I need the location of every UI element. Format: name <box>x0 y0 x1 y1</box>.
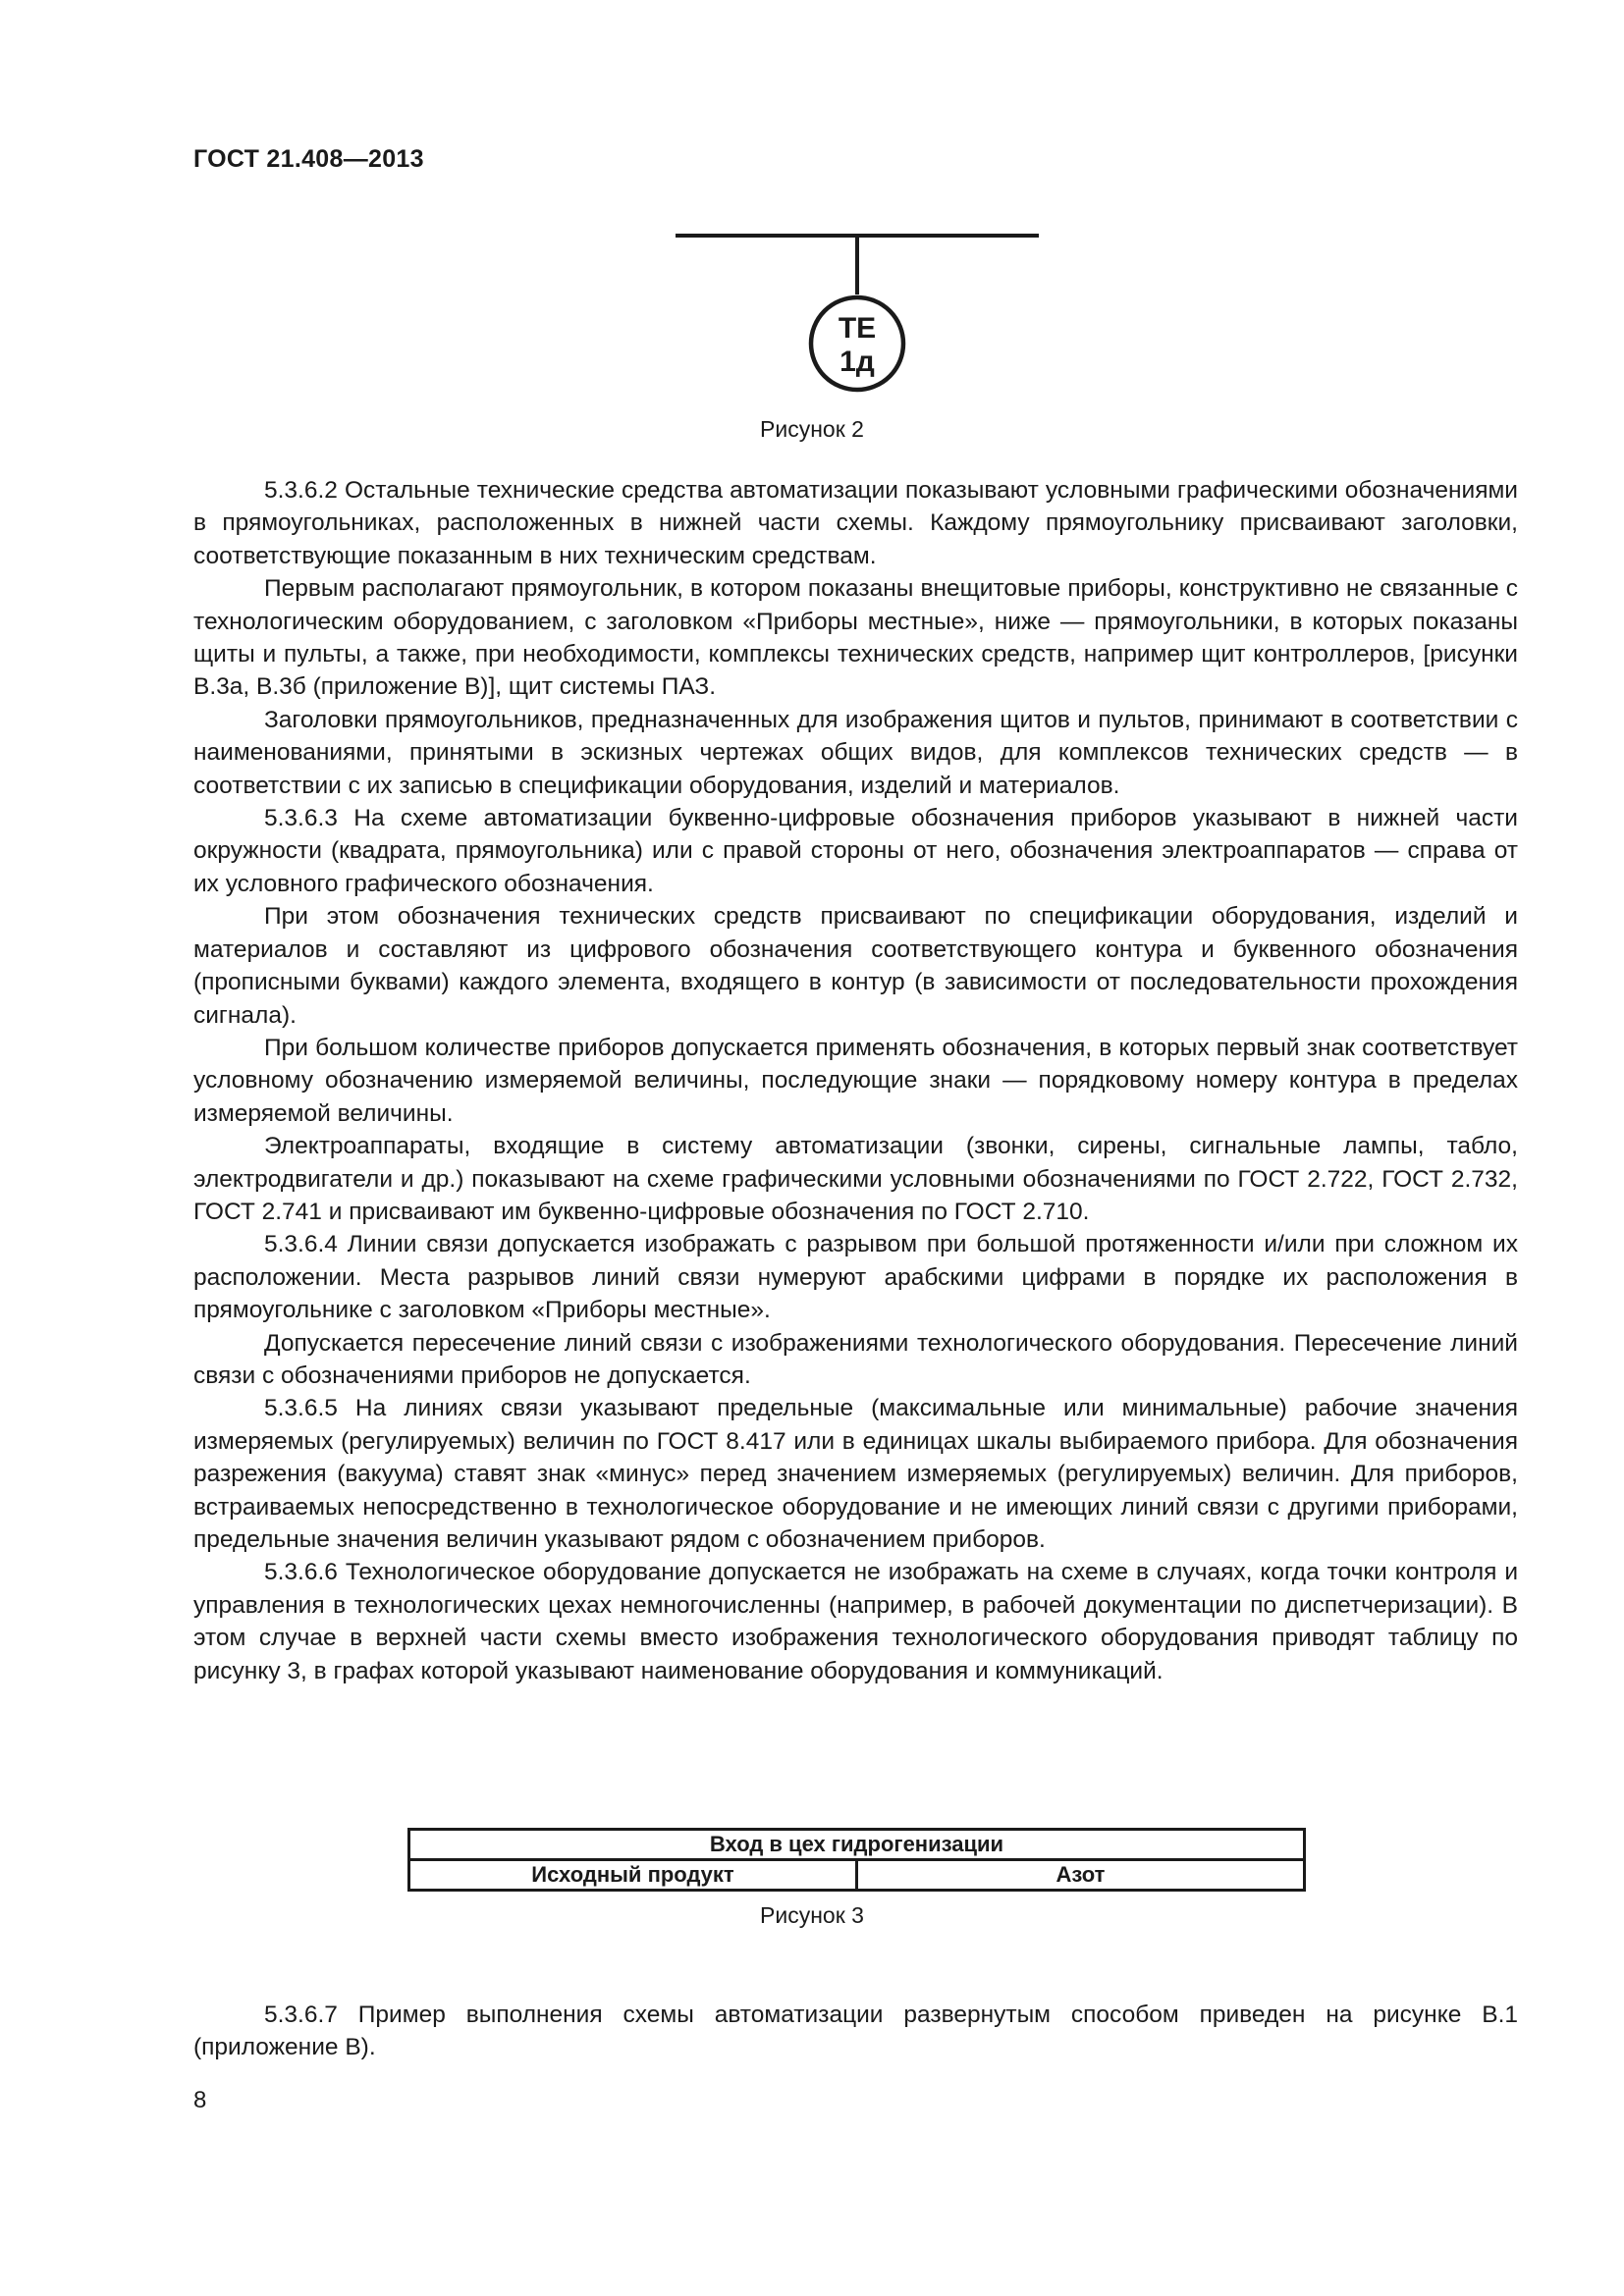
paragraph: Заголовки прямоугольников, предназначенных для изображения щитов и пультов, принимают в соответствии с наименованиями, принятыми в эскизных чертежах общих видов, для комплексов технических средств — в соответствии с их записью в спецификации оборудования, изделий и материалов. <box>193 706 1518 799</box>
page-number: 8 <box>193 2087 207 2113</box>
table-title-cell: Вход в цех гидрогенизации <box>409 1830 1305 1860</box>
paragraph: Допускается пересечение линий связи с изображениями технологического оборудования. Пересечение линий связи с обозначениями приборов не допускается. <box>193 1329 1518 1389</box>
paragraph: 5.3.6.7 Пример выполнения схемы автоматизации развернутым способом приведен на рисунке В.1 (приложение В). <box>193 2002 1518 2061</box>
paragraph: При большом количестве приборов допускается применять обозначения, в которых первый знак соответствует условному обозначению измеряемой величины, последующие знаки — порядковому номеру контура в пределах измеряемой величины. <box>193 1034 1518 1127</box>
paragraph: 5.3.6.6 Технологическое оборудование допускается не изображать на схеме в случаях, когда точки контроля и управления в технологических цехах немногочисленны (например, в рабочей документации по диспетчеризации). В этом случае в верхней части схемы вместо изображения технологического оборудования приводят таблицу по рисунку 3, в графах которой указывают наименование оборудования и коммуникаций. <box>193 1559 1518 1684</box>
body-text <box>193 474 1518 1687</box>
instrument-symbol-number: 1д <box>839 346 875 378</box>
document-code: ГОСТ 21.408—2013 <box>193 145 424 173</box>
paragraph: При этом обозначения технических средств присваивают по спецификации оборудования, изделий и материалов и составляют из цифрового обозначения соответствующего контура и буквенного обозначения (прописными буквами) каждого элемента, входящего в контур (в зависимости от последовательности прохождения сигнала). <box>193 903 1518 1029</box>
paragraph: 5.3.6.4 Линии связи допускается изображать с разрывом при большой протяженности и/или при сложном их расположении. Места разрывов линий связи нумеруют арабскими цифрами в порядке их расположения в прямоугольнике с заголовком «Приборы местные». <box>193 1231 1518 1324</box>
paragraph: Первым располагают прямоугольник, в котором показаны внещитовые приборы, конструктивно не связанные с технологическим оборудованием, с заголовком «Приборы местные», ниже — прямоугольники, в которых показаны щиты и пульты, а также, при необходимости, комплексы технических средств, например щит контроллеров, [рисунки В.3а, В.3б (приложение В)], щит системы ПАЗ. <box>193 575 1518 701</box>
paragraph: Электроаппараты, входящие в систему автоматизации (звонки, сирены, сигнальные лампы, табло, электродвигатели и др.) показывают на схеме графическими условными обозначениями по ГОСТ 2.722, ГОСТ 2.732, ГОСТ 2.741 и присваивают им буквенно-цифровые обозначения по ГОСТ 2.710. <box>193 1133 1518 1225</box>
paragraph: 5.3.6.3 На схеме автоматизации буквенно-цифровые обозначения приборов указывают в нижней части окружности (квадрата, прямоугольника) или с правой стороны от него, обозначения электроаппаратов — справа от их условного графического обозначения. <box>193 805 1518 897</box>
paragraph: 5.3.6.5 На линиях связи указывают предельные (максимальные или минимальные) рабочие значения измеряемых (регулируемых) величин по ГОСТ 8.417 или в единицах шкалы выбираемого прибора. Для обозначения разрежения (вакуума) ставят знак «минус» перед значением измеряемых (регулируемых) величин. Для приборов, встраиваемых непосредственно в технологическое оборудование и не имеющих линий связи с другими приборами, предельные значения величин указывают рядом с обозначением приборов. <box>193 1395 1518 1553</box>
table-row <box>409 1830 1305 1860</box>
header-table <box>407 1828 1306 1892</box>
figure-3-table <box>407 1828 1306 1892</box>
table-row <box>409 1860 1305 1891</box>
figure-2-caption: Рисунок 2 <box>760 416 864 442</box>
table-cell: Азот <box>857 1860 1305 1891</box>
table-cell: Исходный продукт <box>409 1860 857 1891</box>
final-text <box>193 1999 1518 2064</box>
figure-3-caption: Рисунок 3 <box>760 1902 864 1928</box>
paragraph: 5.3.6.2 Остальные технические средства автоматизации показывают условными графическими обозначениями в прямоугольниках, расположенных в нижней части схемы. Каждому прямоугольнику присваивают заголовки, соответствующие показанным в них техническим средствам. <box>193 477 1518 569</box>
instrument-symbol-letters: ТЕ <box>838 312 877 345</box>
figure-2-instrument-symbol <box>676 228 1039 395</box>
